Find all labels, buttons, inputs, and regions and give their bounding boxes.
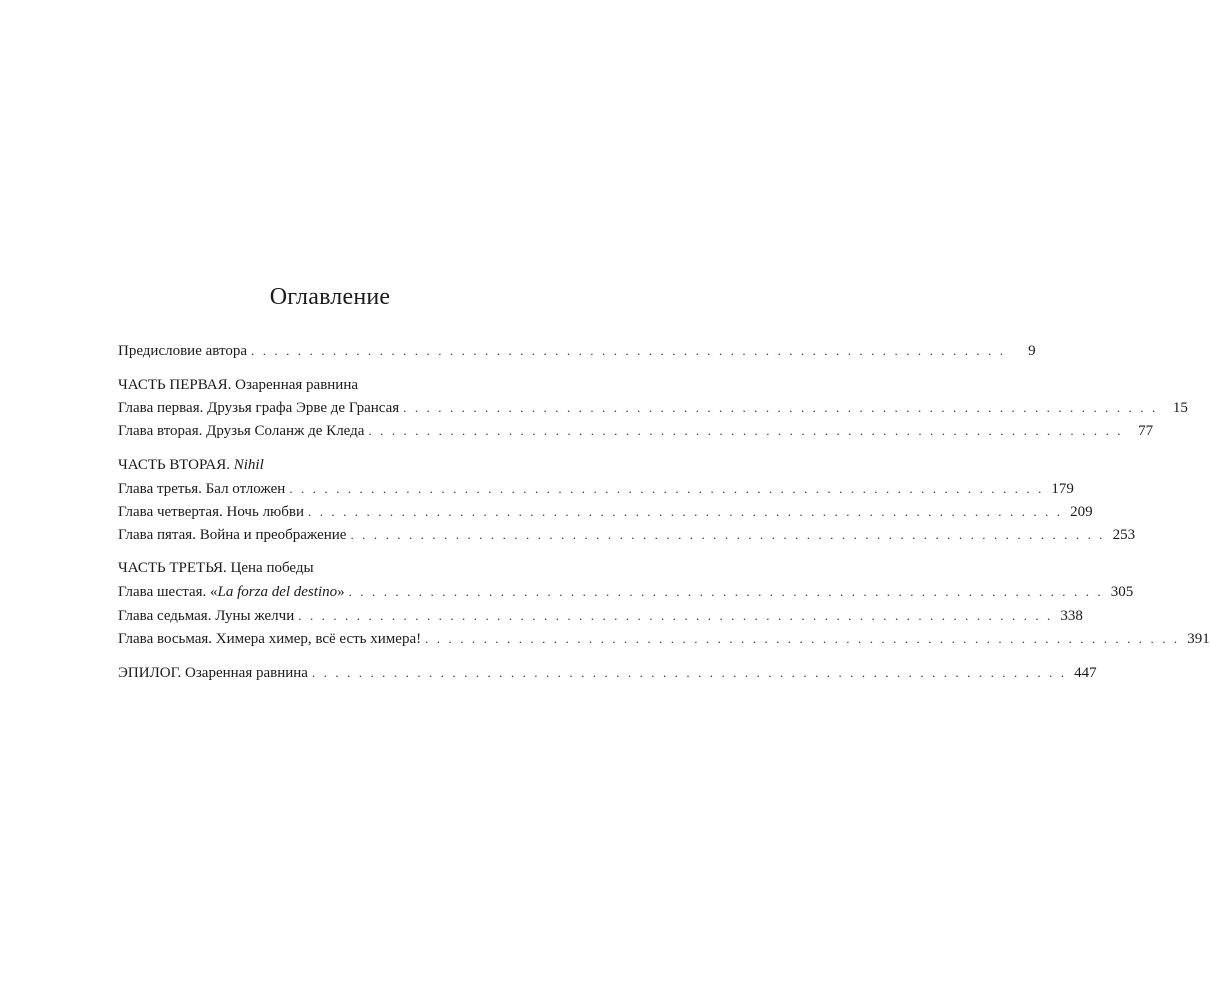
leader-dots: . . . . . . . . . . . . . . . . . . . . . . . . . . . . . . . . . . . . . . . . . . . . . . . . . . . . . . . . . . . . . . . . . (348, 584, 1104, 599)
page-number: 447 (1074, 665, 1097, 681)
part-heading-main: ЧАСТЬ ПЕРВАЯ. (118, 377, 236, 393)
page-number: 179 (1051, 481, 1074, 497)
leader-dots: . . . . . . . . . . . . . . . . . . . . . . . . . . . . . . . . . . . . . . . . . . . . . . . . . . . . . . . . . . . . . . . . . (251, 343, 1006, 358)
part-heading-sub: Nihil (233, 457, 264, 473)
page-number: 305 (1110, 584, 1134, 600)
toc-entry-preface[interactable] (118, 340, 1036, 362)
page-number: 15 (1172, 400, 1188, 416)
part-heading-2 (118, 454, 264, 476)
part-heading-3 (118, 557, 314, 579)
part-heading-main: ЧАСТЬ ВТОРАЯ. (118, 457, 234, 473)
leader-dots: . . . . . . . . . . . . . . . . . . . . . . . . . . . . . . . . . . . . . . . . . . . . . . . . . . . . . . . . . . . . . . . . . (368, 423, 1124, 438)
entry-label: Глава седьмая. Луны желчи (118, 608, 295, 624)
page-number: 9 (1028, 343, 1036, 359)
page-number: 338 (1060, 608, 1083, 624)
leader-dots: . . . . . . . . . . . . . . . . . . . . . . . . . . . . . . . . . . . . . . . . . . . . . . . . . . . . . . . . . . . . . . . . . (289, 481, 1044, 496)
page-number: 209 (1070, 504, 1093, 520)
entry-label-prefix: Глава шестая. « (118, 584, 218, 600)
page-number: 77 (1138, 423, 1154, 439)
leader-dots: . . . . . . . . . . . . . . . . . . . . . . . . . . . . . . . . . . . . . . . . . . . . . . . . . . . . . . . . . . . . . . . . . (311, 665, 1067, 680)
entry-label: Глава третья. Бал отложен (118, 481, 286, 497)
toc-entry-chapter-2[interactable] (118, 420, 1154, 442)
entry-label: Глава пятая. Война и преображение (118, 527, 347, 543)
toc-entry-chapter-3[interactable] (118, 478, 1074, 500)
leader-dots: . . . . . . . . . . . . . . . . . . . . . . . . . . . . . . . . . . . . . . . . . . . . . . . . . . . . . . . . . . . . . . . . . (298, 608, 1053, 623)
part-heading-main: ЧАСТЬ ТРЕТЬЯ. (118, 560, 231, 576)
toc-entry-chapter-5[interactable] (118, 524, 1136, 546)
entry-label: ЭПИЛОГ. Озаренная равнина (118, 665, 308, 681)
toc-entry-chapter-8[interactable] (118, 628, 1210, 650)
entry-label: Глава вторая. Друзья Соланж де Кледа (118, 423, 365, 439)
leader-dots: . . . . . . . . . . . . . . . . . . . . . . . . . . . . . . . . . . . . . . . . . . . . . . . . . . . . . . . . . . . . . . . . . (403, 400, 1158, 415)
page-number: 391 (1187, 631, 1210, 647)
toc-entry-chapter-1[interactable] (118, 397, 1188, 419)
entry-label: Глава восьмая. Химера химер, всё есть химера! (118, 631, 422, 647)
leader-dots: . . . . . . . . . . . . . . . . . . . . . . . . . . . . . . . . . . . . . . . . . . . . . . . . . . . . . . . . . . . . . . . . . (350, 527, 1106, 542)
part-heading-1 (118, 374, 358, 396)
entry-label (118, 581, 349, 603)
page-title: Оглавление (269, 284, 391, 310)
part-heading-sub: Цена победы (230, 560, 314, 576)
entry-label-suffix: » (337, 584, 345, 600)
entry-label: Предисловие автора (118, 343, 247, 359)
part-heading-sub: Озаренная равнина (235, 377, 359, 393)
entry-label: Глава первая. Друзья графа Эрве де Грансая (118, 400, 400, 416)
leader-dots: . . . . . . . . . . . . . . . . . . . . . . . . . . . . . . . . . . . . . . . . . . . . . . . . . . . . . . . . . . . . . . . . . (308, 504, 1063, 519)
page-number: 253 (1112, 527, 1136, 543)
toc-entry-chapter-7[interactable] (118, 605, 1083, 627)
toc-entry-chapter-4[interactable] (118, 501, 1093, 523)
leader-dots: . . . . . . . . . . . . . . . . . . . . . . . . . . . . . . . . . . . . . . . . . . . . . . . . . . . . . . . . . . . . . . . . . (425, 631, 1180, 646)
entry-label-italic: La forza del destino (217, 584, 338, 600)
toc-entry-chapter-6[interactable] (118, 581, 1134, 603)
entry-label: Глава четвертая. Ночь любви (118, 504, 304, 520)
toc-entry-epilogue[interactable] (118, 662, 1097, 684)
